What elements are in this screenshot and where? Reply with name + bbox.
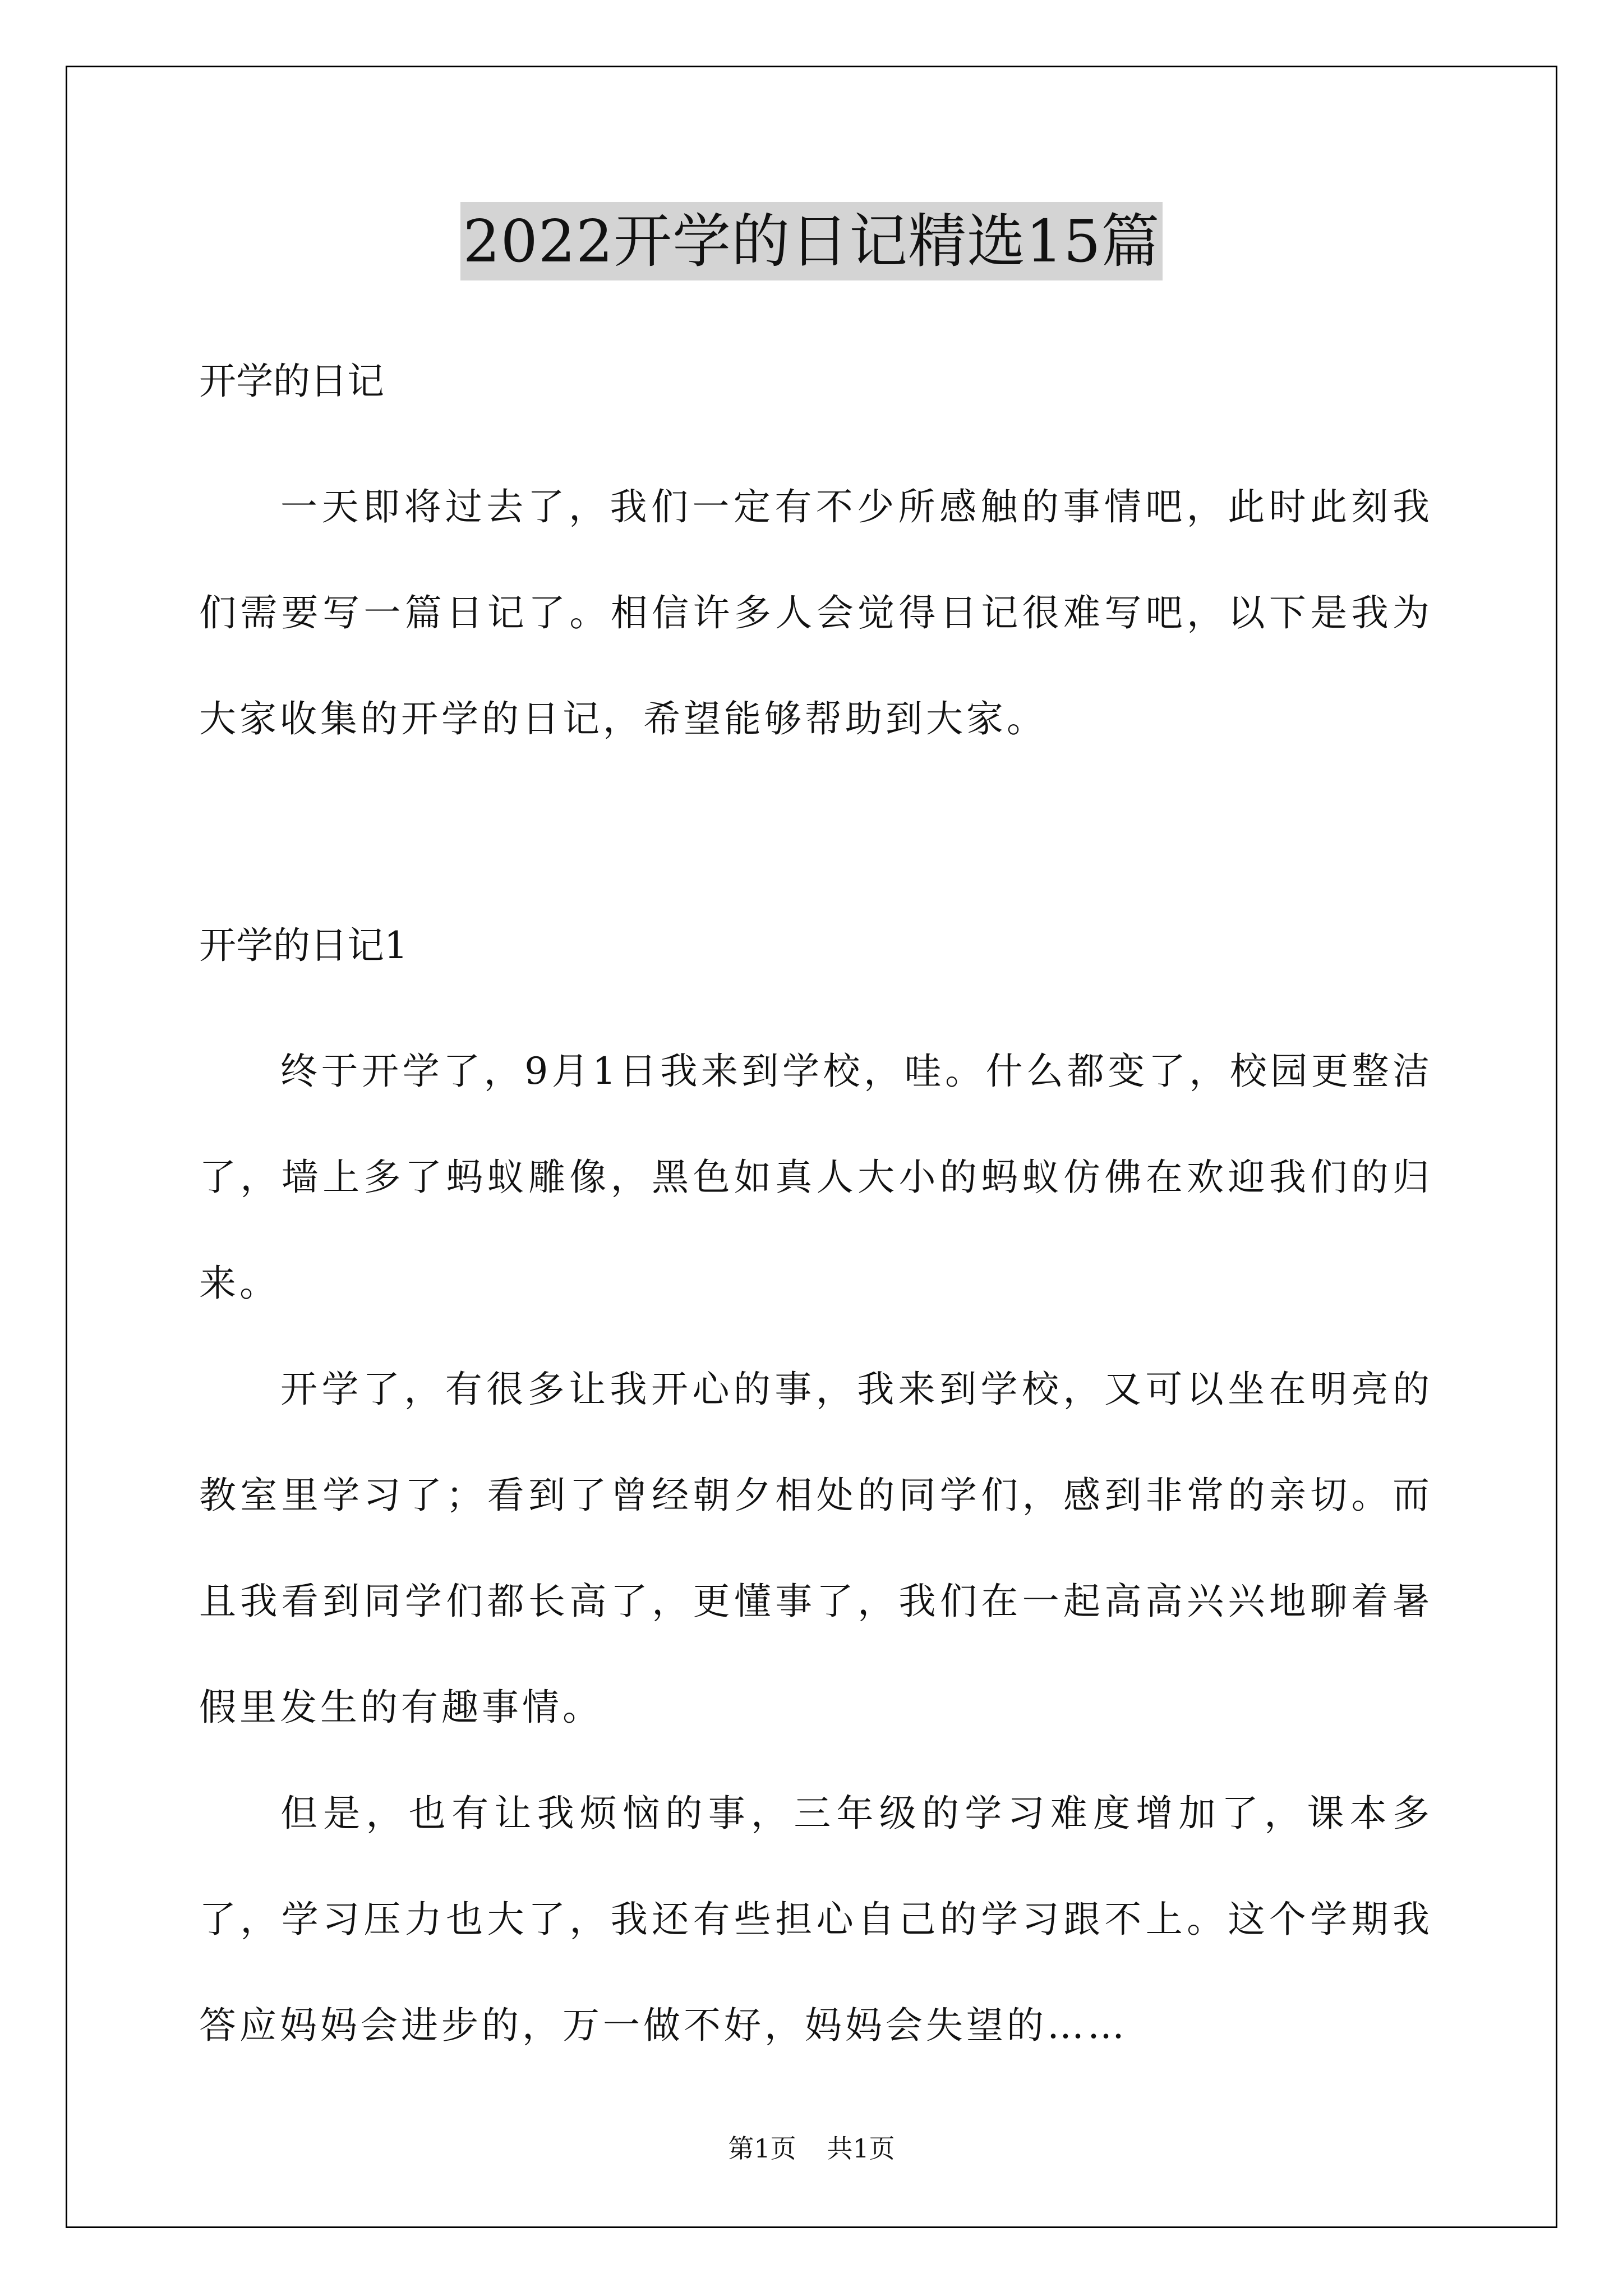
document-body <box>199 348 1433 2078</box>
body-paragraph: 终于开学了，9月1日我来到学校，哇。什么都变了，校园更整洁了，墙上多了蚂蚁雕像，黑色如真人大小的蚂蚁仿佛在欢迎我们的归来。 <box>199 1050 1433 1305</box>
intro-heading: 开学的日记 <box>199 360 384 403</box>
page-footer <box>0 2132 1623 2165</box>
page-total: 共1页 <box>827 2133 895 2164</box>
section-heading: 开学的日记1 <box>199 924 408 967</box>
title-container <box>0 202 1623 280</box>
intro-paragraph: 一天即将过去了，我们一定有不少所感触的事情吧，此时此刻我们需要写一篇日记了。相信许多人会觉得日记很难写吧，以下是我为大家收集的开学的日记，希望能够帮助到大家。 <box>199 485 1433 740</box>
document-title: 2022开学的日记精选15篇 <box>460 202 1162 280</box>
page-number: 第1页 <box>728 2133 796 2164</box>
body-paragraph: 但是，也有让我烦恼的事，三年级的学习难度增加了，课本多了，学习压力也大了，我还有些担心自己的学习跟不上。这个学期我答应妈妈会进步的，万一做不好，妈妈会失望的…… <box>199 1792 1433 2047</box>
body-paragraph: 开学了，有很多让我开心的事，我来到学校，又可以坐在明亮的教室里学习了；看到了曾经朝夕相处的同学们，感到非常的亲切。而且我看到同学们都长高了，更懂事了，我们在一起高高兴兴地聊着暑假里发生的有趣事情。 <box>199 1368 1433 1729</box>
